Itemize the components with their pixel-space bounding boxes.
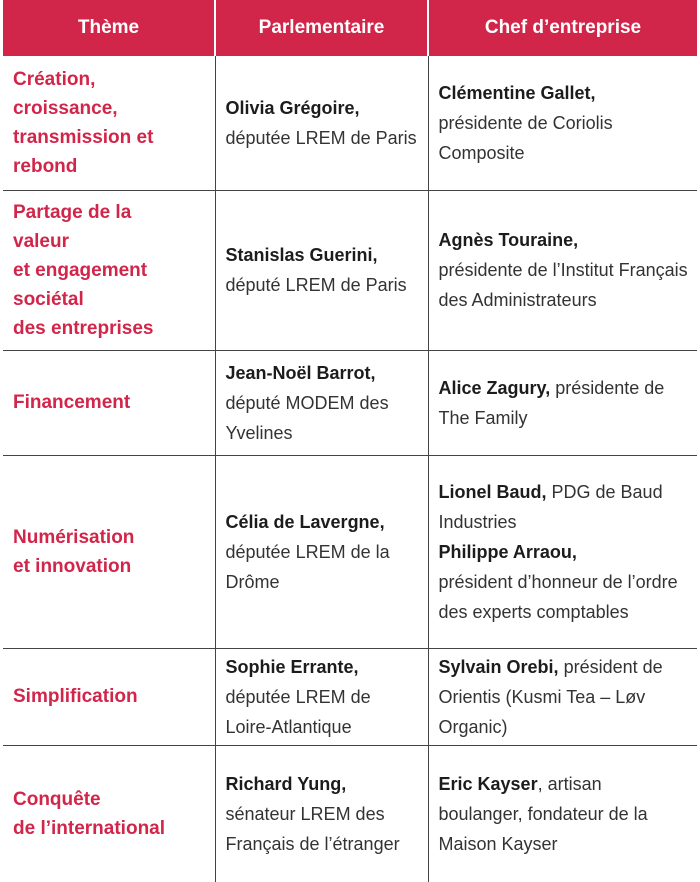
parlementaire-name: Olivia Grégoire, [225, 97, 360, 118]
theme-line: Simplification [13, 686, 138, 707]
chef-cell [428, 350, 697, 455]
chef-cell [428, 455, 697, 648]
table-row [3, 455, 697, 648]
chef-role: présidente de l’Institut Français des Administrateurs [438, 260, 688, 310]
parlementaire-name: Célia de Lavergne, [225, 511, 385, 532]
theme-line: valeur [13, 230, 69, 252]
theme-line: croissance, [13, 97, 118, 119]
chef-role: PDG de Baud Industries [438, 481, 663, 532]
theme-line: rebond [13, 155, 78, 177]
theme-line: Partage de la [13, 201, 132, 223]
theme-line: de l’international [13, 817, 166, 839]
chef-role: président de Orientis (Kusmi Tea – Løv Organic) [438, 656, 663, 737]
chef-name: Lionel Baud, [438, 481, 547, 502]
themes-table [3, 0, 697, 882]
table-row [3, 648, 697, 745]
chef-name: Eric Kayser [438, 773, 538, 794]
parlementaire-name: Richard Yung, [225, 773, 347, 794]
chef-role: présidente de Coriolis Composite [438, 112, 613, 163]
chef-cell [428, 745, 697, 882]
chef-name: Sylvain Orebi, [438, 656, 559, 677]
parlementaire-name: Stanislas Guerini, [225, 245, 378, 265]
header-theme: Thème [3, 0, 215, 56]
theme-line: Numérisation [13, 526, 135, 548]
parlementaire-role: député MODEM des Yvelines [225, 392, 389, 443]
parlementaire-role: député LREM de Paris [225, 275, 407, 295]
theme-line: transmission et [13, 126, 154, 148]
chef-cell [428, 648, 697, 745]
parlementaire-role: députée LREM de Loire-Atlantique [225, 686, 371, 737]
parlementaire-role: députée LREM de la Drôme [225, 541, 390, 592]
parlementaire-role: députée LREM de Paris [225, 127, 417, 148]
chef-cell [428, 56, 697, 190]
theme-line: Conquête [13, 788, 101, 810]
header-parlementaire: Parlementaire [215, 0, 428, 56]
parlementaire-cell [215, 648, 428, 745]
chef-role: , artisan boulanger, fondateur de la Maison Kayser [438, 773, 648, 854]
theme-cell [3, 745, 215, 882]
theme-line: sociétal [13, 288, 84, 310]
table-row [3, 350, 697, 455]
theme-cell [3, 56, 215, 190]
chef-name: Agnès Touraine, [438, 230, 579, 250]
theme-cell [3, 455, 215, 648]
chef-role: présidente de The Family [438, 377, 665, 428]
parlementaire-role: sénateur LREM des Français de l’étranger [225, 803, 400, 854]
chef-name: Clémentine Gallet, [438, 82, 596, 103]
theme-cell [3, 350, 215, 455]
theme-line: et engagement [13, 259, 148, 281]
theme-line: Financement [13, 392, 131, 413]
parlementaire-cell [215, 350, 428, 455]
parlementaire-name: Jean-Noël Barrot, [225, 362, 376, 383]
table-row [3, 190, 697, 350]
theme-line: et innovation [13, 555, 132, 577]
parlementaire-cell [215, 745, 428, 882]
parlementaire-name: Sophie Errante, [225, 656, 359, 677]
theme-line: Création, [13, 68, 96, 90]
chef-name: Philippe Arraou, [438, 541, 577, 562]
chef-cell [428, 190, 697, 350]
parlementaire-cell [215, 190, 428, 350]
chef-name: Alice Zagury, [438, 377, 551, 398]
header-chef-entreprise: Chef d’entreprise [428, 0, 697, 56]
parlementaire-cell [215, 455, 428, 648]
theme-line: des entreprises [13, 317, 154, 339]
parlementaire-cell [215, 56, 428, 190]
theme-cell [3, 190, 215, 350]
table-row [3, 745, 697, 882]
chef-role: président d’honneur de l’ordre des experts comptables [438, 571, 678, 622]
theme-cell [3, 648, 215, 745]
table-header-row [3, 0, 697, 56]
table-row [3, 56, 697, 190]
